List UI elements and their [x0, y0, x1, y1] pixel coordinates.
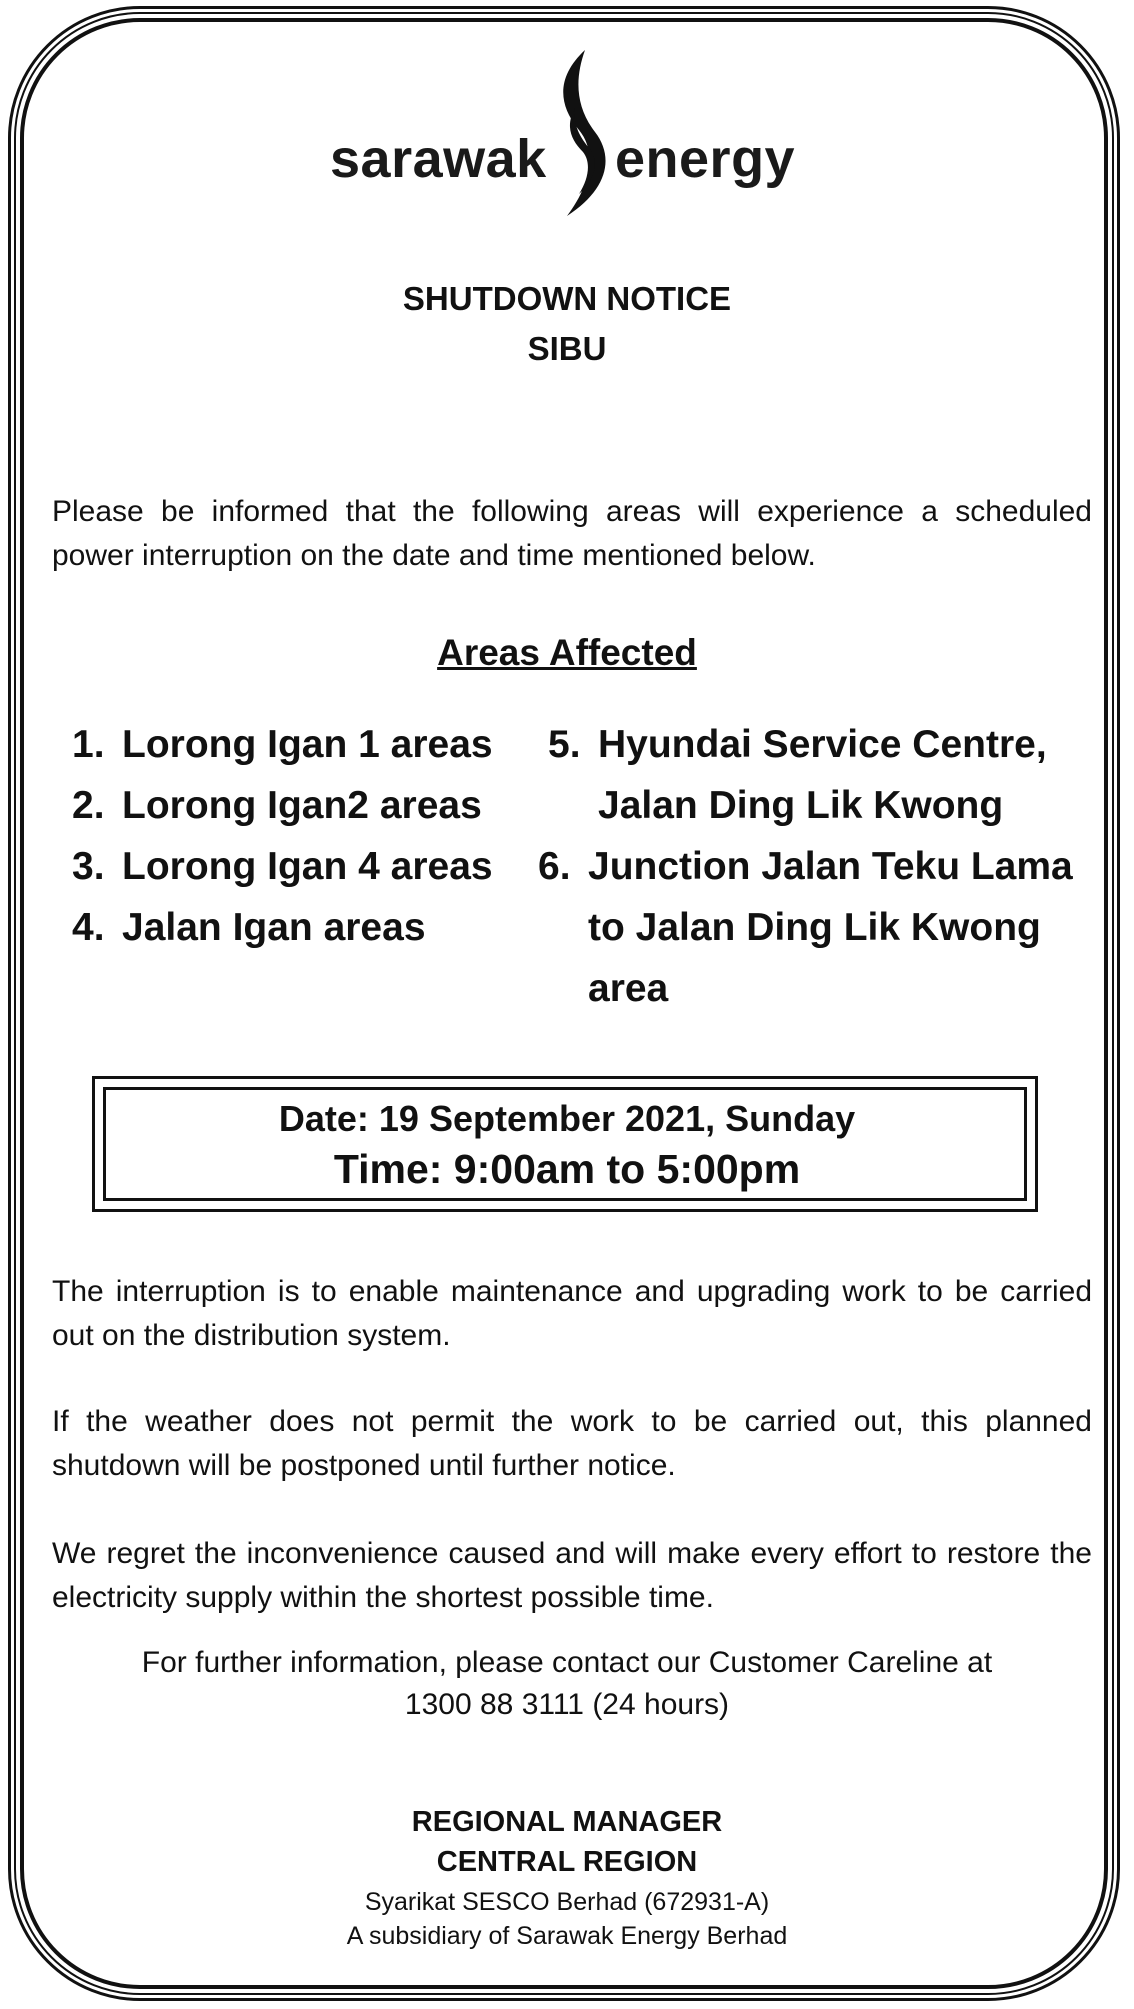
logo-word-sarawak: sarawak — [330, 129, 547, 189]
logo-word-energy: energy — [615, 129, 796, 189]
area-item-4: 4. Jalan Igan areas — [72, 906, 426, 949]
notice-location: SIBU — [527, 330, 607, 367]
signature-company: Syarikat SESCO Berhad (672931-A) — [364, 1888, 770, 1916]
signature-role: REGIONAL MANAGER — [411, 1806, 723, 1838]
flame-icon — [545, 48, 623, 218]
contact-info — [0, 1642, 1134, 1726]
intro-paragraph: Please be informed that the following areas will experience a scheduled power interruption on the date and time mentioned below. — [52, 495, 1092, 572]
area-item-6: 6. Junction Jalan Teku Lama — [538, 845, 1073, 888]
schedule-date: Date: 19 September 2021, Sunday — [278, 1098, 856, 1139]
apology-paragraph: We regret the inconvenience caused and will make every effort to restore the electricity supply within the shortest possible time. — [52, 1537, 1092, 1614]
schedule-time: Time: 9:00am to 5:00pm — [333, 1146, 801, 1192]
reason-paragraph: The interruption is to enable maintenance and upgrading work to be carried out on the distribution system. — [52, 1275, 1092, 1352]
weather-paragraph: If the weather does not permit the work to be carried out, this planned shutdown will be postponed until further notice. — [52, 1405, 1092, 1482]
careline-number: 1300 88 3111 (24 hours) — [404, 1688, 730, 1721]
area-item-2: 2. Lorong Igan2 areas — [72, 784, 482, 827]
area-item-5: 5. Hyundai Service Centre, — [548, 723, 1047, 766]
area-item-5-line2: Jalan Ding Lik Kwong — [598, 784, 1004, 827]
area-item-3: 3. Lorong Igan 4 areas — [72, 845, 493, 888]
sarawak-energy-logo — [0, 48, 1134, 218]
area-item-6-line2: to Jalan Ding Lik Kwong — [588, 906, 1041, 949]
contact-line-1: For further information, please contact our Customer Careline at — [141, 1646, 993, 1679]
signature-region: CENTRAL REGION — [436, 1846, 698, 1878]
area-item-6-line3: area — [588, 967, 669, 1010]
area-item-1: 1. Lorong Igan 1 areas — [72, 723, 493, 766]
notice-title: SHUTDOWN NOTICE — [402, 280, 732, 317]
areas-affected-heading: Areas Affected — [437, 632, 697, 673]
signature-subsidiary: A subsidiary of Sarawak Energy Berhad — [346, 1922, 788, 1950]
